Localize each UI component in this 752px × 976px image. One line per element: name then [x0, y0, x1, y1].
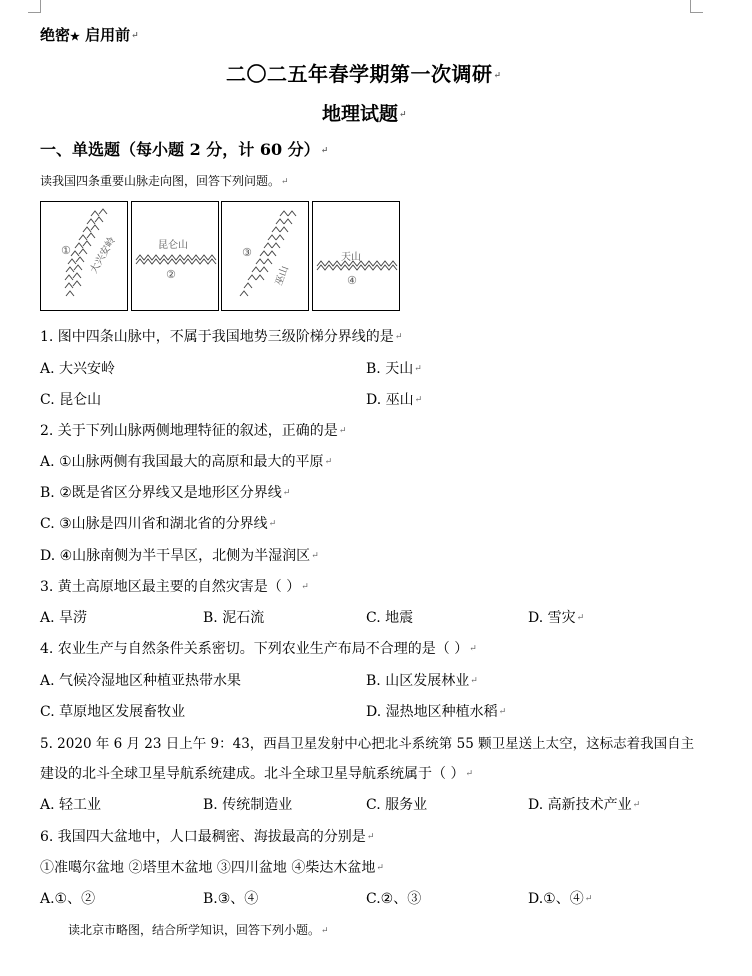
- question-3-option-c: C. 地震: [366, 610, 414, 626]
- question-6-option-c: C.②、③: [366, 891, 422, 907]
- figure-panel-4: [312, 201, 400, 311]
- question-5-option-a: A. 轻工业: [40, 797, 102, 813]
- exam-title: 二〇二五年春学期第一次调研 ↵: [226, 58, 502, 87]
- figure-panel-1: [40, 201, 128, 311]
- question-5-option-b: B. 传统制造业: [203, 797, 293, 813]
- before-use-label: 启用前 ↵: [85, 26, 139, 44]
- figure-panel-2: [131, 201, 219, 311]
- mountain-range-diagonal-icon: [41, 202, 127, 310]
- panel-2-number: ②: [166, 268, 176, 281]
- panel-3-number: ③: [242, 246, 252, 259]
- question-2-option-d: D. ④山脉南侧为半干旱区，北侧为半湿润区 ↵: [40, 545, 319, 565]
- question-6-items: ①准噶尔盆地 ②塔里木盆地 ③四川盆地 ④柴达木盆地 ↵: [40, 857, 384, 877]
- question-1-option-c: C. 昆仑山: [40, 392, 102, 408]
- section-heading: 一、单选题（每小题 2 分，计 60 分） ↵: [40, 137, 328, 160]
- panel-2-name: 昆仑山: [158, 240, 188, 251]
- question-4-option-b: B. 山区发展林业 ↵: [366, 670, 478, 690]
- confidential-line: [40, 24, 139, 45]
- mountain-range-diagonal-icon: [222, 202, 308, 310]
- question-5-stem-line-2: 建设的北斗全球卫星导航系统建成。北斗全球卫星导航系统属于（ ） ↵: [40, 763, 473, 783]
- question-5-option-c: C. 服务业: [366, 797, 428, 813]
- question-2-option-c: C. ③山脉是四川省和湖北省的分界线 ↵: [40, 513, 276, 533]
- figure-panel-3: [221, 201, 309, 311]
- map-intro: 读北京市略图，结合所学知识，回答下列小题。 ↵: [68, 921, 329, 938]
- question-1-option-b: B. 天山 ↵: [366, 358, 422, 378]
- question-4-option-c: C. 草原地区发展畜牧业: [40, 704, 186, 720]
- question-6-option-b: B.③、④: [203, 891, 259, 907]
- question-2-stem: 2. 关于下列山脉两侧地理特征的叙述，正确的是 ↵: [40, 420, 346, 440]
- exam-subtitle: 地理试题 ↵: [322, 99, 407, 126]
- question-5-stem-line-1: 5. 2020 年 6 月 23 日上午 9：43，西昌卫星发射中心把北斗系统第 55 颗卫星送上太空，这标志着我国自主: [40, 736, 695, 752]
- question-3-option-d: D. 雪灾 ↵: [528, 607, 584, 627]
- question-5-option-d: D. 高新技术产业 ↵: [528, 794, 640, 814]
- question-4-option-a: A. 气候冷湿地区种植亚热带水果: [40, 673, 242, 689]
- panel-1-number: ①: [61, 244, 71, 257]
- question-2-option-a: A. ①山脉两侧有我国最大的高原和最大的平原 ↵: [40, 451, 332, 471]
- question-6-stem: 6. 我国四大盆地中，人口最稠密、海拔最高的分别是 ↵: [40, 826, 374, 846]
- crop-mark-top-left: [28, 0, 41, 13]
- question-1-option-a: A. 大兴安岭: [40, 361, 116, 377]
- confidential-label: 绝密: [40, 26, 71, 44]
- star-icon: ★: [70, 30, 80, 43]
- question-2-option-b: B. ②既是省区分界线又是地形区分界线 ↵: [40, 482, 290, 502]
- crop-mark-top-right: [690, 0, 703, 13]
- panel-1-name: 大兴安岭: [88, 235, 118, 276]
- question-6-option-a: A.①、②: [40, 891, 96, 907]
- question-3-stem: 3. 黄土高原地区最主要的自然灾害是（ ） ↵: [40, 576, 309, 596]
- question-4-option-d: D. 湿热地区种植水稻 ↵: [366, 701, 506, 721]
- mountain-range-horizontal-icon: [132, 202, 218, 310]
- question-1-stem: 1. 图中四条山脉中，不属于我国地势三级阶梯分界线的是 ↵: [40, 326, 402, 346]
- question-3-option-a: A. 旱涝: [40, 610, 88, 626]
- question-4-stem: 4. 农业生产与自然条件关系密切。下列农业生产布局不合理的是（ ） ↵: [40, 638, 477, 658]
- question-3-option-b: B. 泥石流: [203, 610, 265, 626]
- panel-4-name: 天山: [341, 252, 361, 263]
- question-1-option-d: D. 巫山 ↵: [366, 389, 422, 409]
- section-intro: 读我国四条重要山脉走向图，回答下列问题。 ↵: [40, 172, 289, 189]
- panel-4-number: ④: [347, 274, 357, 287]
- panel-3-name: 巫山: [273, 264, 291, 288]
- question-6-option-d: D.①、④ ↵: [528, 888, 592, 908]
